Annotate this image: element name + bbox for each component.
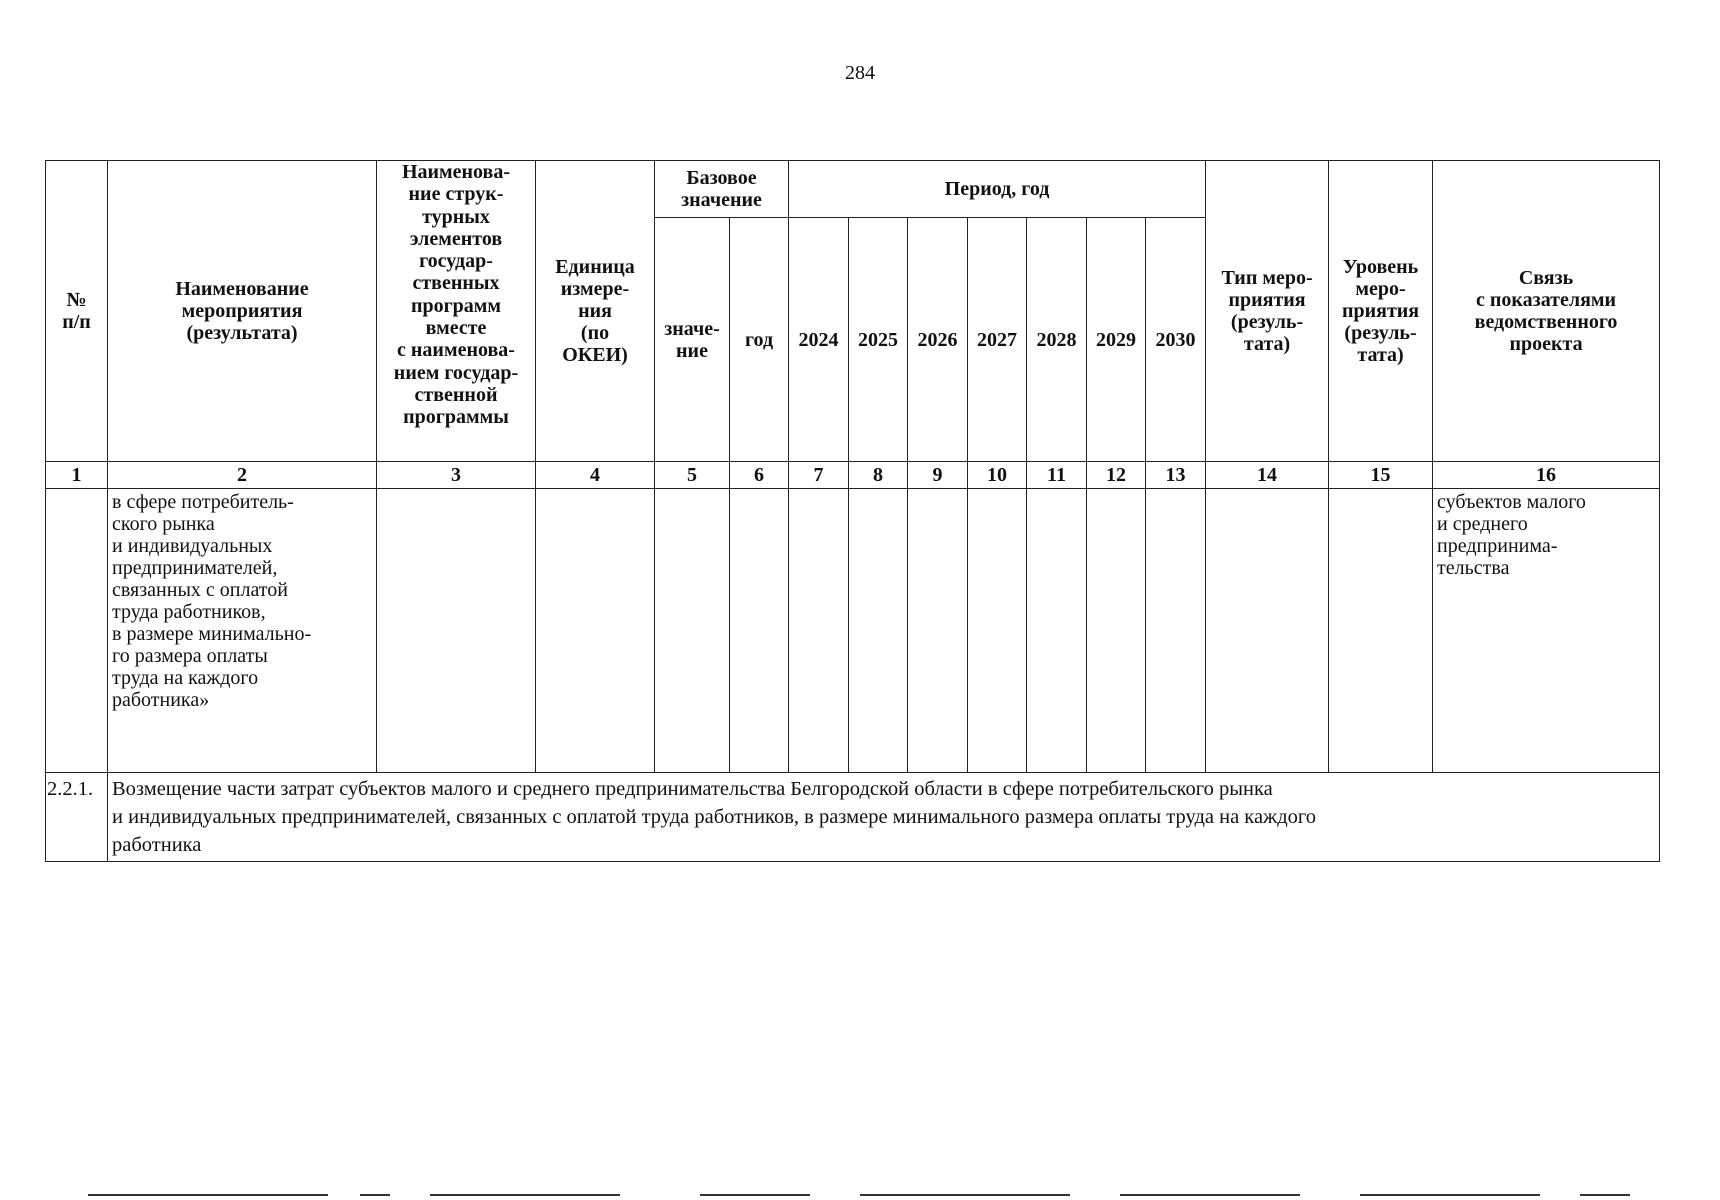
header-period: Период, год: [789, 161, 1206, 218]
column-number: 10: [968, 462, 1027, 489]
column-number: 8: [849, 462, 908, 489]
cell-empty: [789, 489, 849, 773]
cell-project-link-continued: субъектов малого и среднего предпринима- тельства: [1433, 489, 1660, 773]
header-project-link: Связь с показателями ведомственного проекта: [1433, 161, 1660, 462]
column-numbers-row: [46, 462, 1660, 489]
column-number: 11: [1027, 462, 1087, 489]
header-unit: Единица измере- ния (по ОКЕИ): [536, 161, 655, 462]
header-base-value-year: год: [730, 218, 789, 462]
subsection-row: [46, 773, 1660, 862]
header-base-value: Базовое значение: [655, 161, 789, 218]
cell-empty: [1087, 489, 1146, 773]
column-number: 14: [1206, 462, 1329, 489]
header-year-2029: 2029: [1087, 218, 1146, 462]
measures-table: [45, 160, 1660, 862]
table-row: [46, 489, 1660, 773]
cell-empty: [1027, 489, 1087, 773]
column-number: 16: [1433, 462, 1660, 489]
column-number: 7: [789, 462, 849, 489]
header-structural-elements: Наименова- ние струк- турных элементов государ- ственных программ вместе с наименова- нием государ- ственной программы: [377, 161, 536, 462]
column-number: 2: [108, 462, 377, 489]
cell-empty: [730, 489, 789, 773]
header-year-2028: 2028: [1027, 218, 1087, 462]
header-year-2030: 2030: [1146, 218, 1206, 462]
header-measure-level: Уровень меро- приятия (резуль- тата): [1329, 161, 1433, 462]
column-number: 15: [1329, 462, 1433, 489]
cell-empty: [968, 489, 1027, 773]
page-number: 284: [845, 62, 875, 84]
column-number: 13: [1146, 462, 1206, 489]
cell-empty: [1146, 489, 1206, 773]
scan-edge-lines: [0, 1194, 1720, 1198]
cell-empty: [655, 489, 730, 773]
header-year-2027: 2027: [968, 218, 1027, 462]
header-year-2026: 2026: [908, 218, 968, 462]
header-base-value-value: значе- ние: [655, 218, 730, 462]
column-number: 3: [377, 462, 536, 489]
header-measure-type: Тип меро- приятия (резуль- тата): [1206, 161, 1329, 462]
subsection-title: Возмещение части затрат субъектов малого и среднего предпринимательства Белгородской области в сфере потребительского рынка и индивидуальных предпринимателей, связанных с оплатой труда работников, в размере минимального размера оплаты труда на каждого работника: [108, 773, 1660, 862]
cell-measure-name-continued: в сфере потребитель- ского рынка и индивидуальных предпринимателей, связанных с оплатой труда работников, в размере минимально- го размера оплаты труда на каждого работника»: [108, 489, 377, 773]
cell-empty: [908, 489, 968, 773]
header-year-2024: 2024: [789, 218, 849, 462]
column-number: 4: [536, 462, 655, 489]
header-num: № п/п: [46, 161, 108, 462]
header-year-2025: 2025: [849, 218, 908, 462]
cell-empty: [536, 489, 655, 773]
cell-empty: [849, 489, 908, 773]
subsection-number: 2.2.1.: [46, 773, 108, 862]
column-number: 9: [908, 462, 968, 489]
cell-empty: [1206, 489, 1329, 773]
cell-empty: [377, 489, 536, 773]
column-number: 12: [1087, 462, 1146, 489]
column-number: 1: [46, 462, 108, 489]
column-number: 5: [655, 462, 730, 489]
header-measure-name: Наименование мероприятия (результата): [108, 161, 377, 462]
cell-empty: [1329, 489, 1433, 773]
column-number: 6: [730, 462, 789, 489]
cell-num-empty: [46, 489, 108, 773]
